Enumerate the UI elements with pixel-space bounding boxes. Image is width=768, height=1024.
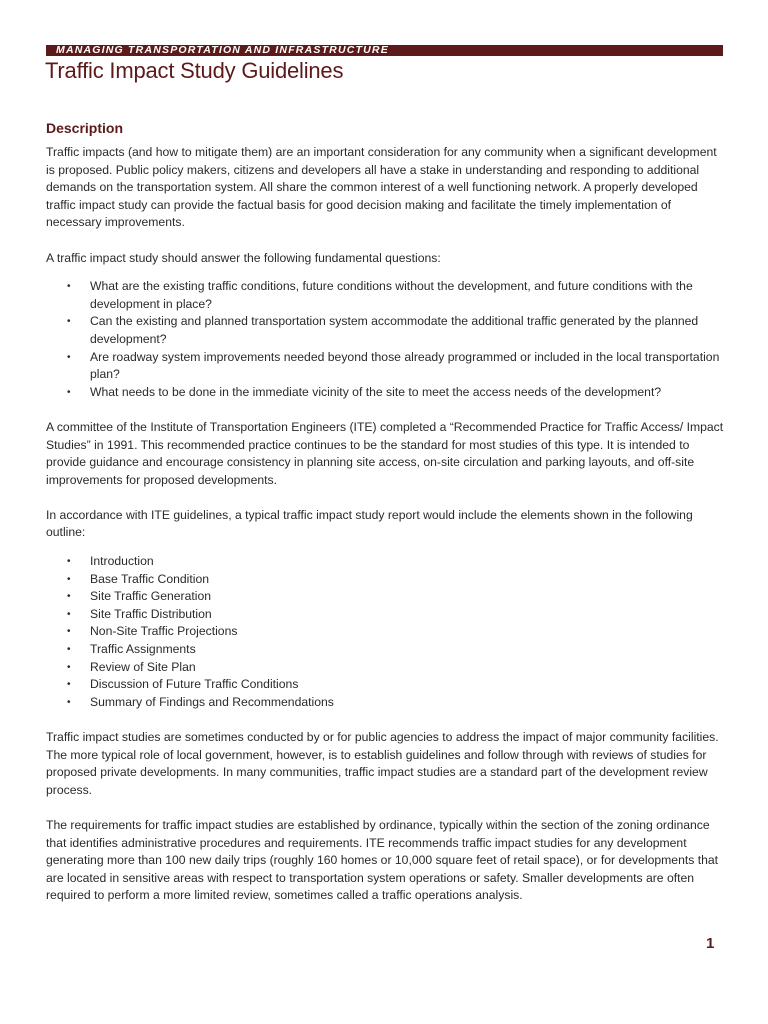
list-item: • Non-Site Traffic Projections [90, 623, 726, 641]
section-heading-description: Description [46, 120, 124, 136]
page-number: 1 [706, 935, 715, 952]
list-item: • Site Traffic Generation [90, 588, 726, 606]
paragraph-outline-lead: In accordance with ITE guidelines, a typical traffic impact study report would include the elements shown in the following outline: [46, 507, 693, 540]
list-item: • Discussion of Future Traffic Conditions [90, 676, 726, 694]
list-item: • Traffic Assignments [90, 641, 726, 659]
paragraph-intro: Traffic impacts (and how to mitigate them) are an important consideration for any community when a significant development is proposed. Public policy makers, citizens and developers all have a stake in understanding and responding to additional demands on the transportation system. All share the common interest of a well functioning network. A properly developed traffic impact study can provide the factual basis for good decision making and facilitate the timely implementation of necessary improvements. [46, 145, 717, 230]
list-item: • Summary of Findings and Recommendations [90, 694, 726, 712]
header-label: MANAGING TRANSPORTATION AND INFRASTRUCTURE [56, 45, 389, 56]
list-item: • Introduction [90, 553, 726, 571]
list-item: • Review of Site Plan [90, 659, 726, 677]
paragraph-agencies: Traffic impact studies are sometimes conducted by or for public agencies to address the impact of major community facilities. The more typical role of local government, however, is to establish guidelines and follow through with reviews of studies for proposed private developments. In many communities, traffic impact studies are a standard part of the development review process. [46, 730, 719, 797]
list-item: • What are the existing traffic conditions, future conditions without the development, and future conditions with the development in place? [90, 278, 726, 313]
paragraph-questions-lead: A traffic impact study should answer the following fundamental questions: [46, 250, 441, 265]
list-item: • Can the existing and planned transportation system accommodate the additional traffic generated by the planned development? [90, 313, 726, 348]
paragraph-ite: A committee of the Institute of Transportation Engineers (ITE) completed a “Recommended Practice for Traffic Access/ Impact Studies” in 1991. This recommended practice continues to be the standard for most studies of this type. It is intended to provide guidance and encourage consistency in planning site access, on-site circulation and parking layouts, and off-site improvements for proposed developments. [46, 419, 724, 487]
document-body [46, 119, 726, 923]
list-item: • Base Traffic Condition [90, 571, 726, 589]
outline-list [46, 553, 726, 711]
paragraph-requirements: The requirements for traffic impact studies are established by ordinance, typically within the section of the zoning ordinance that identifies administrative procedures and requirements. ITE recommends traffic impact studies for any development generating more than 100 new daily trips (roughly 160 homes or 10,000 square feet of retail space), or for developments that are located in sensitive areas with respect to transportation system operations or safety. Smaller developments are often required to perform a more limited review, sometimes called a traffic operations analysis. [46, 817, 719, 903]
list-item: • What needs to be done in the immediate vicinity of the site to meet the access needs of the development? [90, 384, 726, 402]
header-bar [46, 45, 723, 56]
questions-list [46, 278, 726, 401]
list-item: • Are roadway system improvements needed beyond those already programmed or included in the local transportation plan? [90, 349, 726, 384]
list-item: • Site Traffic Distribution [90, 606, 726, 624]
page-title: Traffic Impact Study Guidelines [45, 58, 344, 83]
